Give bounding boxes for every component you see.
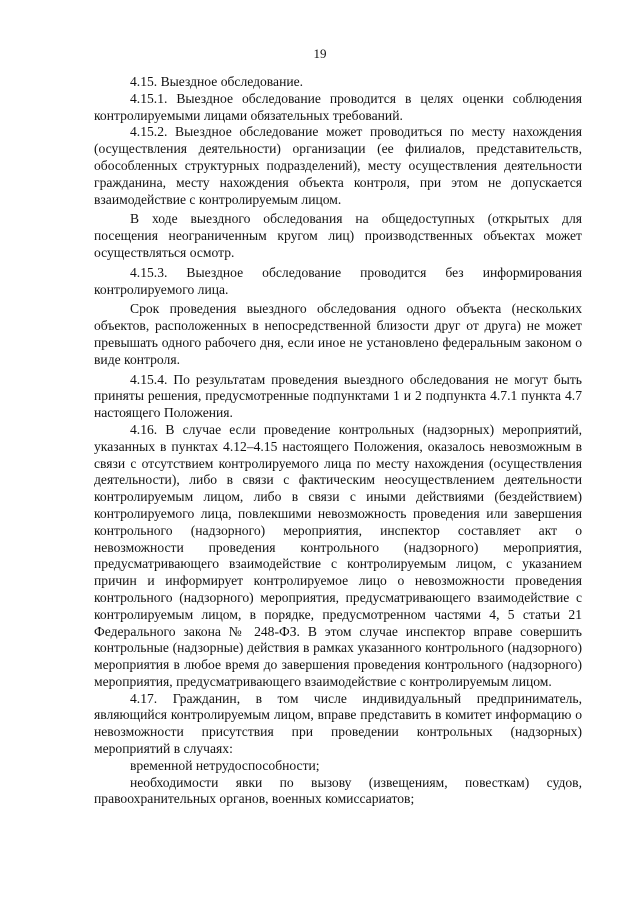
paragraph-duration: Срок проведения выездного обследования одного объекта (нескольких объектов, расположенных в непосредственной близости друг от друга) не может превышать одного рабочего дня, если иное не установлено федеральным законом о виде контроля. (94, 301, 582, 367)
paragraph-inspection-note: В ходе выездного обследования на общедоступных (открытых для посещения неограниченным кругом лиц) производственных объектах может осуществляться осмотр. (94, 211, 582, 260)
page-number: 19 (313, 46, 327, 61)
paragraph-4-15-1: 4.15.1. Выездное обследование проводится в целях оценки соблюдения контролируемыми лицами обязательных требований. (94, 90, 582, 123)
paragraph-4-15-3: 4.15.3. Выездное обследование проводится без информирования контролируемого лица. (94, 264, 582, 297)
paragraph-4-15: 4.15. Выездное обследование. (130, 74, 304, 89)
list-item-summons: необходимости явки по вызову (извещениям, повесткам) судов, правоохранительных органов, военных комиссариатов; (94, 774, 582, 807)
list-item-temporary-disability: временной нетрудоспособности; (130, 757, 320, 773)
paragraph-4-15-4: 4.15.4. По результатам проведения выездного обследования не могут быть приняты решения, предусмотренные подпунктами 1 и 2 подпункта 4.7.1 пункта 4.7 настоящего Положения. (94, 371, 582, 421)
document-body (94, 74, 582, 808)
paragraph-4-16: 4.16. В случае если проведение контрольных (надзорных) мероприятий, указанных в пунктах 4.12–4.15 настоящего Положения, оказалось невозможным в связи с отсутствием контролируемого лица по месту нахождения (осуществления деятельности), либо в связи с фактическим неосуществлением деятельности контролируемым лицом, либо в связи с иными действиями (бездействием) контролируемого лица, повлекшими невозможность проведения или завершения контрольного (надзорного) мероприятия, инспектор составляет акт о невозможности проведения контрольного (надзорного) мероприятия, предусматривающего взаимодействие с контролируемым лицом, с указанием причин и информирует контролируемое лицо о невозможности проведения контрольного (надзорного) мероприятия, предусматривающего взаимодействие с контролируемым лицом, в порядке, предусмотренном частями 4, 5 статьи 21 Федерального закона № 248-ФЗ. В этом случае инспектор вправе совершить контрольные (надзорные) действия в рамках указанного контрольного (надзорного) мероприятия в любое время до завершения проведения контрольного (надзорного) мероприятия, предусматривающего взаимодействие с контролируемым лицом. (94, 421, 582, 689)
paragraph-4-17: 4.17. Гражданин, в том числе индивидуальный предприниматель, являющийся контролируемым лицом, вправе представить в комитет информацию о невозможности присутствия при проведении контрольных (надзорных) мероприятий в случаях: (94, 690, 582, 757)
paragraph-4-15-2: 4.15.2. Выездное обследование может проводиться по месту нахождения (осуществления деятельности) организации (ее филиалов, представительств, обособленных структурных подразделений), месту осуществления деятельности гражданина, месту нахождения объекта контроля, при этом не допускается взаимодействие с контролируемым лицом. (94, 124, 582, 207)
